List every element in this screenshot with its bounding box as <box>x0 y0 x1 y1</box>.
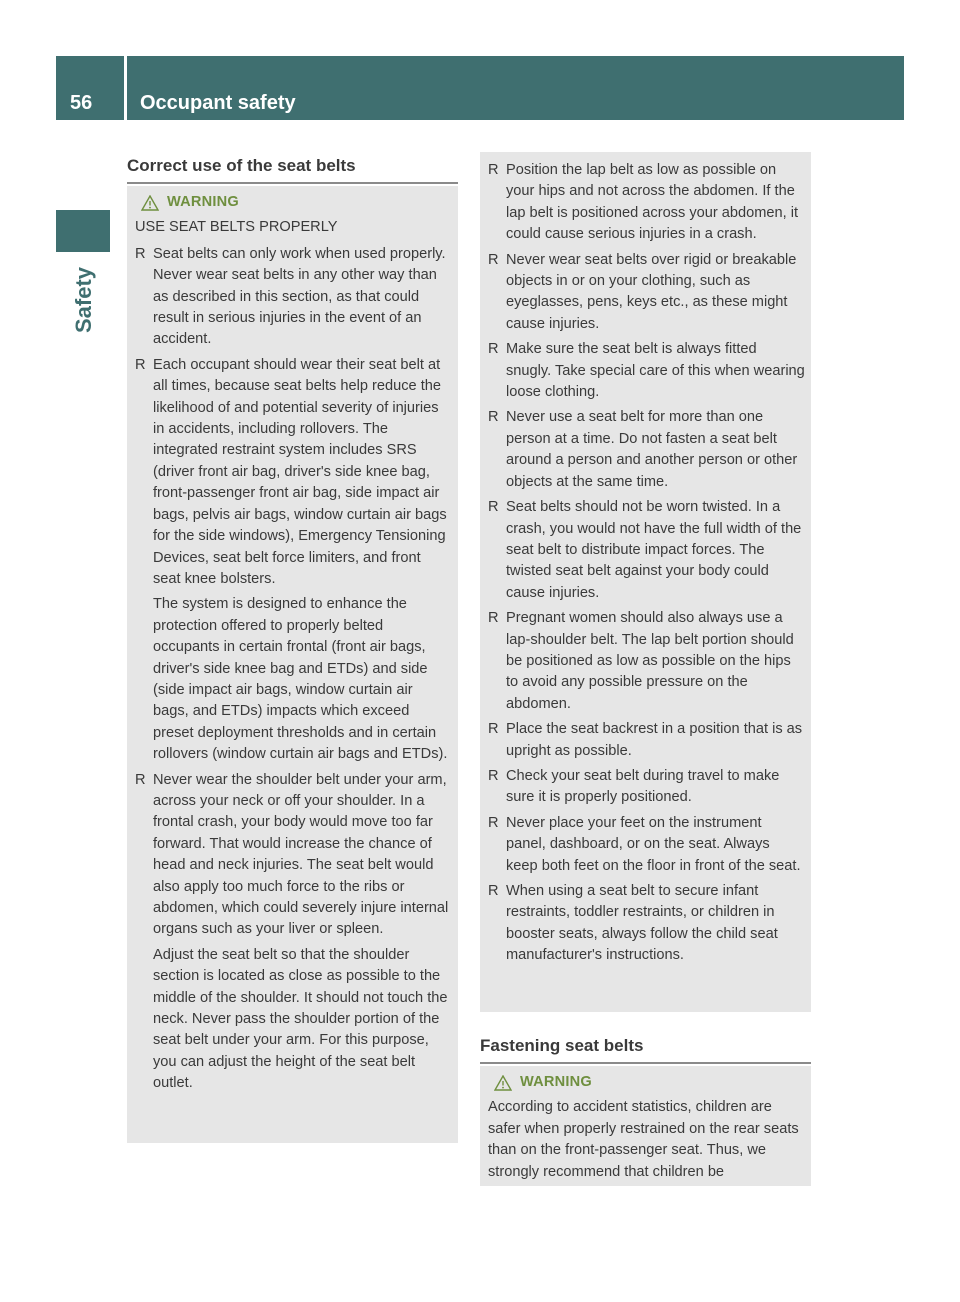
list-item-text: Check your seat belt during travel to make sure it is properly positioned. <box>506 767 780 806</box>
list-item <box>488 608 805 715</box>
list-item-text: Position the lap belt as low as possible on your hips and not across the abdomen. If the lap belt is positioned across your abdomen, it could cause serious injuries in a crash. <box>506 162 799 243</box>
list-item <box>488 766 805 809</box>
list-item <box>488 497 805 604</box>
list-item-text: When using a seat belt to secure infant restraints, toddler restraints, or children in booster seats, always follow the child seat manufacturer's instructions. <box>506 883 778 964</box>
bullet-icon: R <box>488 251 499 268</box>
warning-label: WARNING <box>167 194 239 210</box>
bullet-icon: R <box>488 499 499 516</box>
list-item <box>488 339 805 403</box>
warning-intro: USE SEAT BELTS PROPERLY <box>135 219 338 236</box>
bullet-icon: R <box>488 409 499 426</box>
header-divider <box>124 56 127 120</box>
bullet-icon: R <box>488 162 499 178</box>
list-item-text: Never place your feet on the instrument panel, dashboard, or on the seat. Always keep both feet on the floor in front of the seat. <box>506 814 801 874</box>
list-item-text: Each occupant should wear their seat belt at all times, because seat belts help reduce the likelihood of and potential severity of injuries in accidents, including rollovers. The integrated restraint system includes SRS (driver front air bag, driver's side knee bag, front-passenger front air bag, side impact air bags, pelvis air bags, window curtain air bags for the side windows), Emergency Tensioning Devices, seat belt force limiters, and front seat knee bolsters. <box>153 356 447 587</box>
bullet-icon: R <box>488 341 499 358</box>
list-item <box>135 244 452 351</box>
warning-label: WARNING <box>520 1074 592 1090</box>
warning-header <box>488 1072 805 1093</box>
section-heading-correct-use: Correct use of the seat belts <box>127 156 458 184</box>
bullet-icon: R <box>488 721 499 738</box>
bullet-icon: R <box>488 610 499 627</box>
bullet-icon: R <box>488 767 499 784</box>
warning-box-fastening <box>480 1066 811 1186</box>
side-tab-label: Safety <box>71 266 96 334</box>
list-item-text: Seat belts can only work when used properly. Never wear seat belts in any other way than as described in this section, as that could result in serious injuries in the event of an accident. <box>153 245 446 348</box>
list-item <box>488 719 805 762</box>
warning-text: According to accident statistics, children are safer when properly restrained on the rear seats than on the front-passenger seat. Thus, we strongly recommend that children be <box>488 1099 799 1180</box>
list-item-text: Make sure the seat belt is always fitted snugly. Take special care of this when wearing loose clothing. <box>506 341 805 401</box>
list-item-continuation: Adjust the seat belt so that the shoulder section is located as close as possible to the middle of the shoulder. It should not touch the neck. Never pass the shoulder portion of the seat belt under your arm. For this purpose, you can adjust the height of the seat belt outlet. <box>153 946 448 1092</box>
bullet-icon: R <box>488 883 499 899</box>
list-item-text: Seat belts should not be worn twisted. In a crash, you would not have the full width of the seat belt to distribute impact forces. The twisted seat belt against your body could cause injuries. <box>506 499 802 601</box>
warning-header <box>135 192 452 213</box>
list-item-text: Never use a seat belt for more than one person at a time. Do not fasten a seat belt around a person and another person or other objects at the same time. <box>506 409 798 490</box>
list-item <box>135 770 452 941</box>
warning-box-continued <box>480 152 811 1012</box>
list-item-text: Pregnant women should also always use a lap-shoulder belt. The lap belt portion should be positioned as low as possible on the hips to avoid any possible pressure on the abdomen. <box>506 610 794 712</box>
bullet-icon: R <box>135 771 146 788</box>
page-number: 56 <box>70 92 93 114</box>
list-item-continuation: The system is designed to enhance the protection offered to properly belted occupants in certain frontal (front air bags, driver's side knee bag and ETDs) and side (side impact air bags, window curtain air bags, and ETDs) impacts which exceed preset deployment thresholds and in certain rollovers (window curtain air bags and ETDs). <box>153 596 448 763</box>
page-header <box>56 56 904 120</box>
list-item <box>488 160 805 246</box>
warning-list <box>488 160 805 967</box>
list-item <box>488 813 805 877</box>
bullet-icon: R <box>488 814 499 831</box>
list-item <box>488 881 805 967</box>
warning-list <box>135 244 452 591</box>
warning-triangle-icon <box>141 195 159 211</box>
list-item <box>135 355 452 590</box>
list-item-text: Place the seat backrest in a position that is as upright as possible. <box>506 721 803 759</box>
warning-triangle-icon <box>494 1075 512 1091</box>
list-item-text: Never wear seat belts over rigid or breakable objects in or on your clothing, such as eyeglasses, pens, keys etc., as these might cause injuries. <box>506 251 797 332</box>
chapter-title: Occupant safety <box>140 92 296 114</box>
bullet-icon: R <box>135 245 146 262</box>
warning-list <box>135 770 452 941</box>
list-item <box>488 407 805 493</box>
warning-box-correct-use <box>127 186 458 1143</box>
side-tab-block <box>56 210 110 252</box>
list-item <box>488 250 805 336</box>
bullet-icon: R <box>135 356 146 373</box>
section-heading-fastening: Fastening seat belts <box>480 1036 811 1064</box>
list-item-text: Never wear the shoulder belt under your arm, across your neck or off your shoulder. In a frontal crash, your body would move too far forward. That would increase the chance of head and neck injuries. The seat belt would also apply too much force to the ribs or abdomen, which could severely injure internal organs such as your liver or spleen. <box>153 771 449 938</box>
